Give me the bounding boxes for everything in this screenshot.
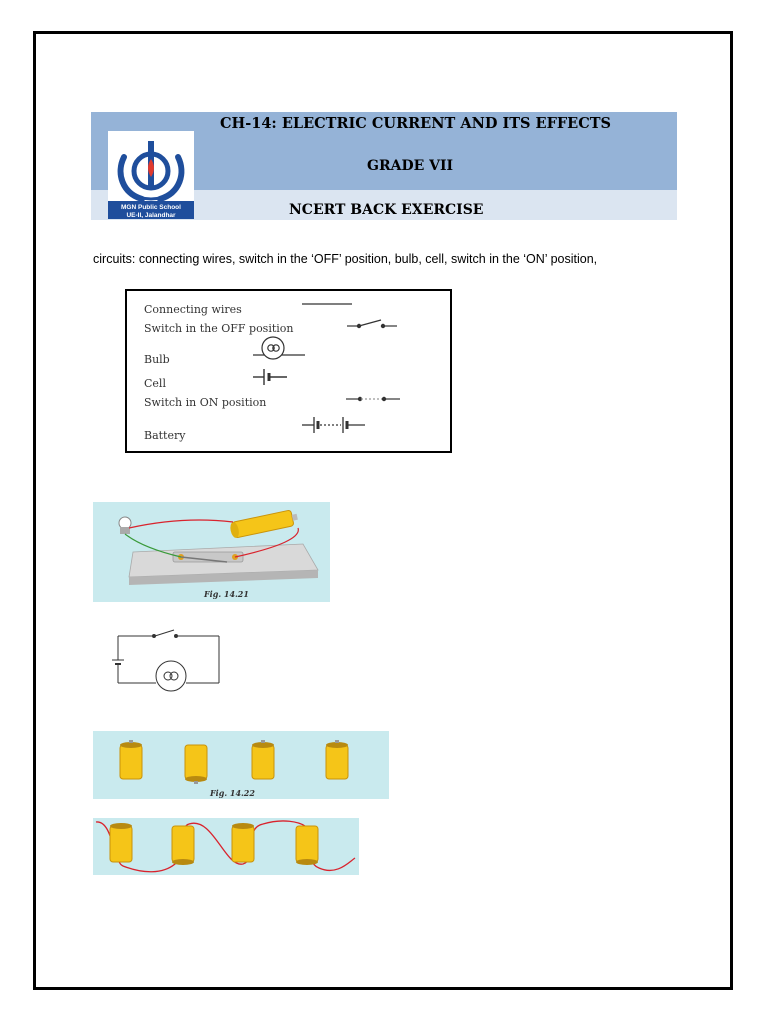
cell-1 bbox=[120, 740, 142, 779]
figure-14-22-caption: Fig. 14.22 bbox=[210, 788, 255, 798]
circuit-setup-illustration bbox=[93, 502, 330, 602]
header bbox=[91, 112, 677, 220]
switch-off-symbol bbox=[347, 320, 397, 328]
exercise-subtitle: NCERT BACK EXERCISE bbox=[289, 202, 484, 218]
logo-school-name: MGN Public School bbox=[121, 204, 181, 211]
grade-label: GRADE VII bbox=[367, 158, 454, 174]
figure-14-21 bbox=[93, 502, 330, 602]
circuit-diagram bbox=[108, 625, 228, 695]
battery-connection-illustration bbox=[93, 818, 359, 875]
logo-school-location: UE-II, Jalandhar bbox=[126, 212, 176, 219]
symbol-label-switch-off: Switch in the OFF position bbox=[144, 322, 294, 335]
battery-symbol bbox=[302, 417, 365, 433]
cell-3 bbox=[252, 740, 274, 779]
symbol-label-switch-on: Switch in ON position bbox=[144, 396, 267, 409]
circuit-symbols-box bbox=[125, 289, 452, 453]
cell-symbol bbox=[253, 369, 287, 385]
school-logo bbox=[108, 131, 194, 219]
cell-2 bbox=[185, 745, 207, 784]
chapter-title: CH-14: ELECTRIC CURRENT AND ITS EFFECTS bbox=[220, 115, 612, 132]
switch-on-symbol bbox=[346, 397, 400, 400]
symbol-drawings bbox=[127, 291, 450, 451]
bulb-symbol bbox=[253, 337, 305, 359]
symbol-label-bulb: Bulb bbox=[144, 353, 170, 366]
connected-cells-figure bbox=[93, 818, 359, 875]
cell-4 bbox=[326, 740, 348, 779]
symbol-label-battery: Battery bbox=[144, 429, 186, 442]
figure-14-21-caption: Fig. 14.21 bbox=[204, 589, 249, 599]
figure-14-22 bbox=[93, 731, 389, 799]
intro-text: circuits: connecting wires, switch in the ‘OFF’ position, bulb, cell, switch in the ‘ON’ position, bbox=[93, 252, 598, 266]
symbol-label-connecting-wires: Connecting wires bbox=[144, 303, 242, 316]
symbol-label-cell: Cell bbox=[144, 377, 166, 390]
